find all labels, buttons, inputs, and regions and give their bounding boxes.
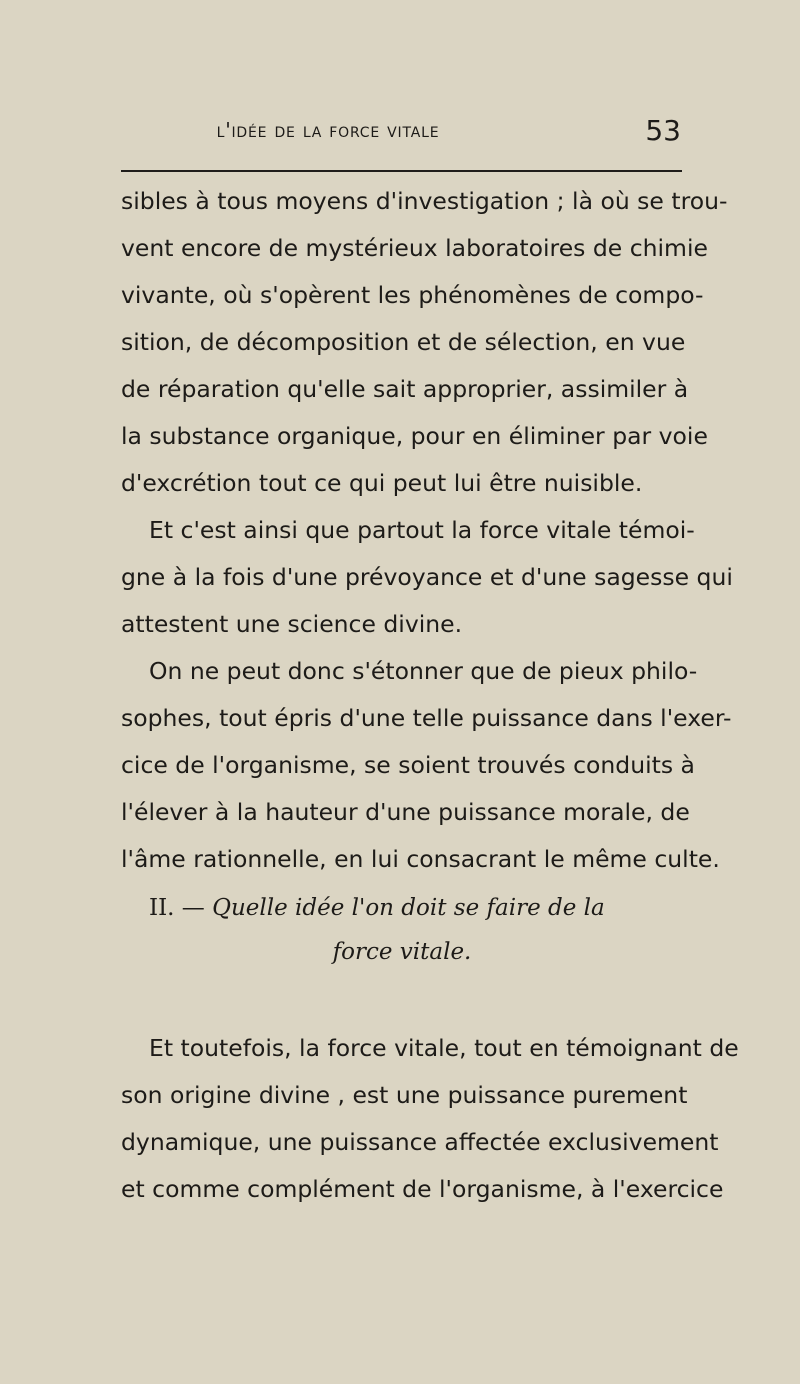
text-line: sition, de décomposition et de sélection, en vue: [121, 328, 686, 356]
text-line: dynamique, une puissance affectée exclusivement: [121, 1128, 719, 1156]
section-heading: [121, 886, 683, 974]
text-line: la substance organique, pour en éliminer par voie: [121, 422, 708, 450]
text-line: attestent une science divine.: [121, 610, 463, 638]
text-line: vivante, où s'opèrent les phénomènes de compo-: [121, 281, 704, 309]
text-line: vent encore de mystérieux laboratoires de chimie: [121, 234, 708, 262]
text-line: Et c'est ainsi que partout la force vitale témoi-: [149, 516, 695, 544]
text-line: sophes, tout épris d'une telle puissance dans l'exer-: [121, 704, 732, 732]
running-title: l'idée de la force vitale: [216, 118, 440, 142]
page-number: 53: [645, 114, 681, 147]
paragraph-1: [121, 178, 728, 507]
text-line: l'âme rationnelle, en lui consacrant le même culte.: [121, 845, 720, 873]
text-line: d'excrétion tout ce qui peut lui être nuisible.: [121, 469, 643, 497]
text-line: et comme complément de l'organisme, à l'exercice: [121, 1175, 724, 1203]
text-line: gne à la fois d'une prévoyance et d'une sagesse qui: [121, 563, 733, 591]
text-line: l'élever à la hauteur d'une puissance morale, de: [121, 798, 690, 826]
header-rule: [121, 170, 682, 172]
running-head: [121, 114, 681, 158]
text-line: Et toutefois, la force vitale, tout en témoignant de: [149, 1034, 739, 1062]
text-line: On ne peut donc s'étonner que de pieux philo-: [149, 657, 698, 685]
section-number: II. —: [149, 895, 205, 921]
text-line: cice de l'organisme, se soient trouvés conduits à: [121, 751, 695, 779]
paragraph-2: [121, 507, 733, 648]
paragraph-3: [121, 648, 732, 883]
text-line: de réparation qu'elle sait approprier, assimiler à: [121, 375, 689, 403]
section-title-part-1: Quelle idée l'on doit se faire de la: [212, 895, 605, 921]
text-line: sibles à tous moyens d'investigation ; là où se trou-: [121, 187, 728, 215]
section-heading-line-1: [121, 886, 683, 930]
text-line: son origine divine , est une puissance purement: [121, 1081, 688, 1109]
section-title-part-2: force vitale.: [332, 939, 472, 965]
paragraph-4: [121, 1025, 739, 1213]
